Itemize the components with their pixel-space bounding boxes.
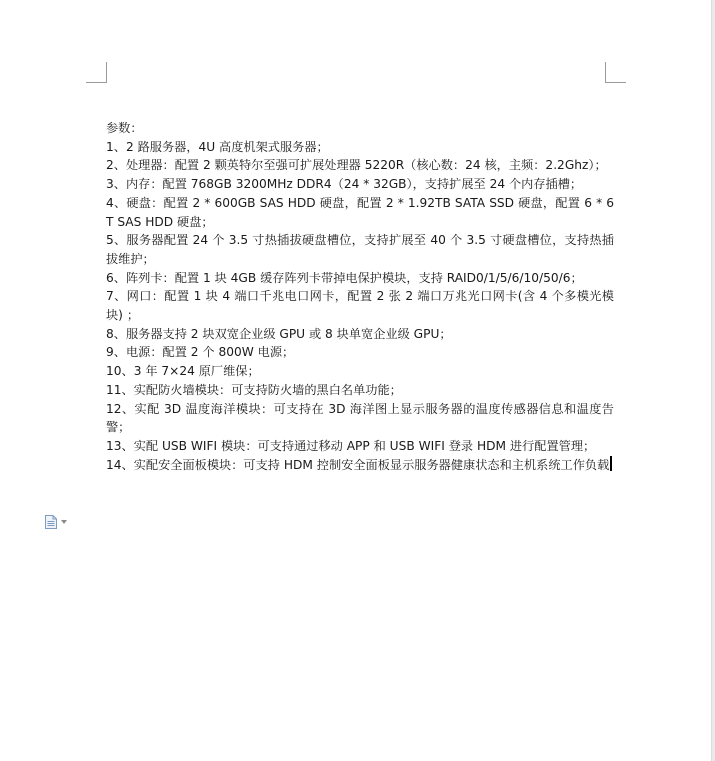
spec-item: 9、电源：配置 2 个 800W 电源； xyxy=(106,345,295,360)
paragraph-options-button[interactable] xyxy=(44,514,67,530)
chevron-down-icon xyxy=(61,520,67,524)
document-body[interactable] xyxy=(106,119,614,474)
spec-item-last-text: 14、实配安全面板模块：可支持 HDM 控制安全面板显示服务器健康状态和主机系统工作负载 xyxy=(106,457,610,472)
spec-item: 10、3 年 7×24 原厂维保； xyxy=(106,364,260,379)
margin-mark-top-left xyxy=(86,62,107,83)
spec-item: 7、网口：配置 1 块 4 端口千兆电口网卡，配置 2 张 2 端口万兆光口网卡(含 4 个多模光模块) ； xyxy=(106,289,614,323)
spec-item: 1、2 路服务器，4U 高度机架式服务器； xyxy=(106,139,329,154)
text-cursor xyxy=(610,456,612,471)
spec-item-last xyxy=(106,456,614,475)
document-options-icon xyxy=(44,514,58,530)
scrollbar-edge[interactable] xyxy=(711,0,715,761)
spec-item: 4、硬盘：配置 2 * 600GB SAS HDD 硬盘，配置 2 * 1.92TB SATA SSD 硬盘，配置 6 * 6T SAS HDD 硬盘； xyxy=(106,195,614,229)
document-heading: 参数： xyxy=(106,121,143,135)
spec-item: 3、内存：配置 768GB 3200MHz DDR4（24 * 32GB），支持扩展至 24 个内存插槽； xyxy=(106,177,583,192)
spec-item: 6、阵列卡：配置 1 块 4GB 缓存阵列卡带掉电保护模块，支持 RAID0/1/5/6/10/50/6； xyxy=(106,270,583,285)
spec-item: 11、实配防火墙模块：可支持防火墙的黑白名单功能； xyxy=(106,382,402,397)
spec-item: 12、实配 3D 温度海洋模块：可支持在 3D 海洋图上显示服务器的温度传感器信息和温度告警； xyxy=(106,401,614,435)
spec-item: 13、实配 USB WIFI 模块：可支持通过移动 APP 和 USB WIFI 登录 HDM 进行配置管理； xyxy=(106,438,596,453)
spec-item: 2、处理器：配置 2 颗英特尔至强可扩展处理器 5220R（核心数：24 核，主频：2.2Ghz）； xyxy=(106,158,607,173)
spec-item: 5、服务器配置 24 个 3.5 寸热插拔硬盘槽位，支持扩展至 40 个 3.5 寸硬盘槽位，支持热插拔维护； xyxy=(106,233,614,266)
spec-item: 8、服务器支持 2 块双宽企业级 GPU 或 8 块单宽企业级 GPU； xyxy=(106,326,452,341)
margin-mark-top-right xyxy=(605,62,626,83)
